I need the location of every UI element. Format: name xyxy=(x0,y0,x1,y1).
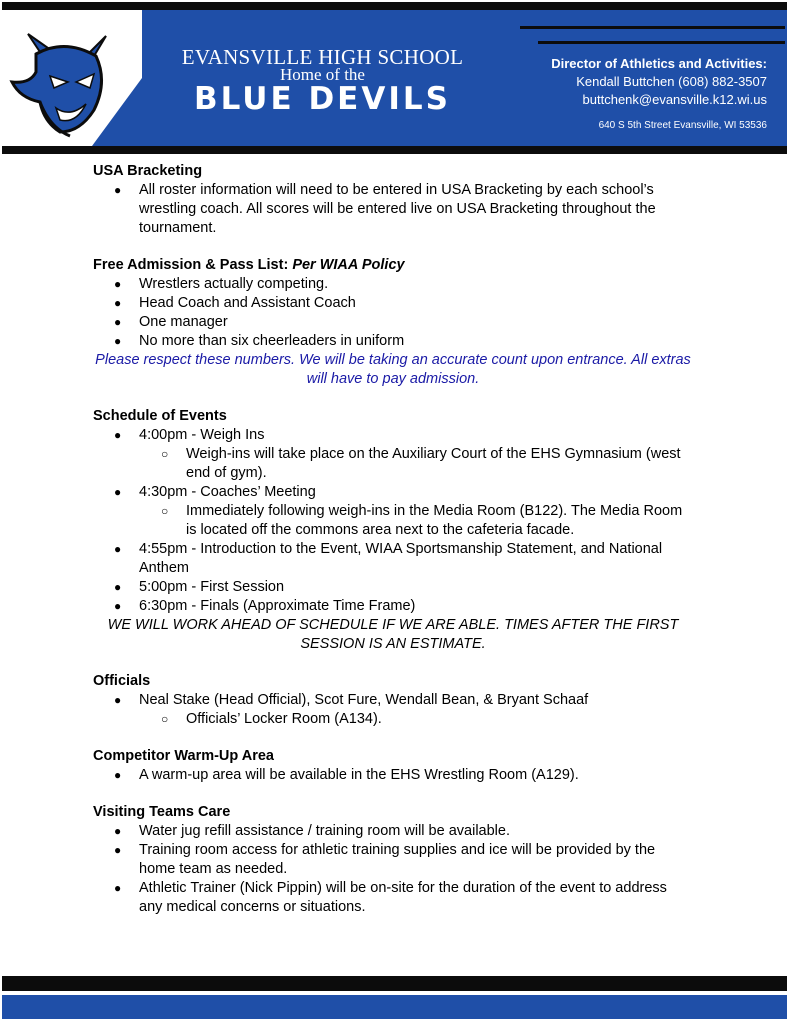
list-subitem: ○ Officials’ Locker Room (A134). xyxy=(93,710,693,729)
section-heading-officials: Officials xyxy=(93,673,151,689)
schedule-subitem: ○ Weigh-ins will take place on the Auxiliary Court of the EHS Gymnasium (west end of gym). xyxy=(93,445,693,483)
footer-bar-black xyxy=(2,976,787,991)
schedule-item: ● 4:00pm - Weigh Ins xyxy=(93,426,693,445)
list-item: ● Neal Stake (Head Official), Scot Fure, Wendall Bean, & Bryant Schaaf xyxy=(93,691,693,710)
schedule-item: ● 4:30pm - Coaches’ Meeting xyxy=(93,483,693,502)
school-subtitle: Home of the xyxy=(280,65,365,84)
school-address: 640 S 5th Street Evansville, WI 53536 xyxy=(598,120,767,131)
blue-devil-mascot-icon xyxy=(2,10,142,146)
schedule-item: ● 4:55pm - Introduction to the Event, WIAA Sportsmanship Statement, and National Anthem xyxy=(93,540,693,578)
section-heading-warmup: Competitor Warm-Up Area xyxy=(93,748,274,764)
list-item: ● Water jug refill assistance / training room will be available. xyxy=(93,822,693,841)
list-item: ● One manager xyxy=(93,313,693,332)
admission-heading-text: Free Admission & Pass List: xyxy=(93,257,289,273)
schedule-item: ● 6:30pm - Finals (Approximate Time Frame) xyxy=(93,597,693,616)
list-item: ● No more than six cheerleaders in uniform xyxy=(93,332,693,351)
bracketing-list xyxy=(93,181,693,238)
list-item: ● Head Coach and Assistant Coach xyxy=(93,294,693,313)
mascot-name: BLUE DEVILS xyxy=(194,81,451,117)
list-item: ● Wrestlers actually competing. xyxy=(93,275,693,294)
admission-heading-policy: Per WIAA Policy xyxy=(292,257,405,273)
schedule-note: WE WILL WORK AHEAD OF SCHEDULE IF WE ARE ABLE. TIMES AFTER THE FIRST SESSION IS AN ESTIMATE. xyxy=(107,617,679,652)
contact-email: buttchenk@evansville.k12.wi.us xyxy=(582,92,767,107)
admission-list xyxy=(93,275,693,351)
list-item: ● All roster information will need to be entered in USA Bracketing by each school’s wrestling coach. All scores will be entered live on USA Bracketing throughout the tournament. xyxy=(93,181,693,238)
warmup-list xyxy=(93,766,693,785)
schedule-list xyxy=(93,426,693,616)
list-item: ● Training room access for athletic training supplies and ice will be provided by the home team as needed. xyxy=(93,841,693,879)
section-heading-schedule: Schedule of Events xyxy=(93,408,227,424)
care-list xyxy=(93,822,693,917)
admission-note: Please respect these numbers. We will be taking an accurate count upon entrance. All extras will have to pay admission. xyxy=(95,352,691,387)
contact-name-phone: Kendall Buttchen (608) 882-3507 xyxy=(576,74,767,89)
schedule-subitem: ○ Immediately following weigh-ins in the Media Room (B122). The Media Room is located off the commons area next to the cafeteria facade. xyxy=(93,502,693,540)
contact-title: Director of Athletics and Activities: xyxy=(551,56,767,71)
schedule-item: ● 5:00pm - First Session xyxy=(93,578,693,597)
list-item: ● Athletic Trainer (Nick Pippin) will be on-site for the duration of the event to address any medical concerns or situations. xyxy=(93,879,693,917)
section-heading-care: Visiting Teams Care xyxy=(93,804,231,820)
document-body xyxy=(93,162,693,917)
section-heading-bracketing: USA Bracketing xyxy=(93,163,203,179)
school-name: EVANSVILLE HIGH SCHOOL xyxy=(181,45,464,69)
section-heading-admission xyxy=(93,256,693,275)
decorative-line xyxy=(538,41,785,44)
decorative-line xyxy=(520,26,785,29)
list-item: ● A warm-up area will be available in the EHS Wrestling Room (A129). xyxy=(93,766,693,785)
footer-bar-blue xyxy=(2,995,787,1019)
officials-list xyxy=(93,691,693,729)
